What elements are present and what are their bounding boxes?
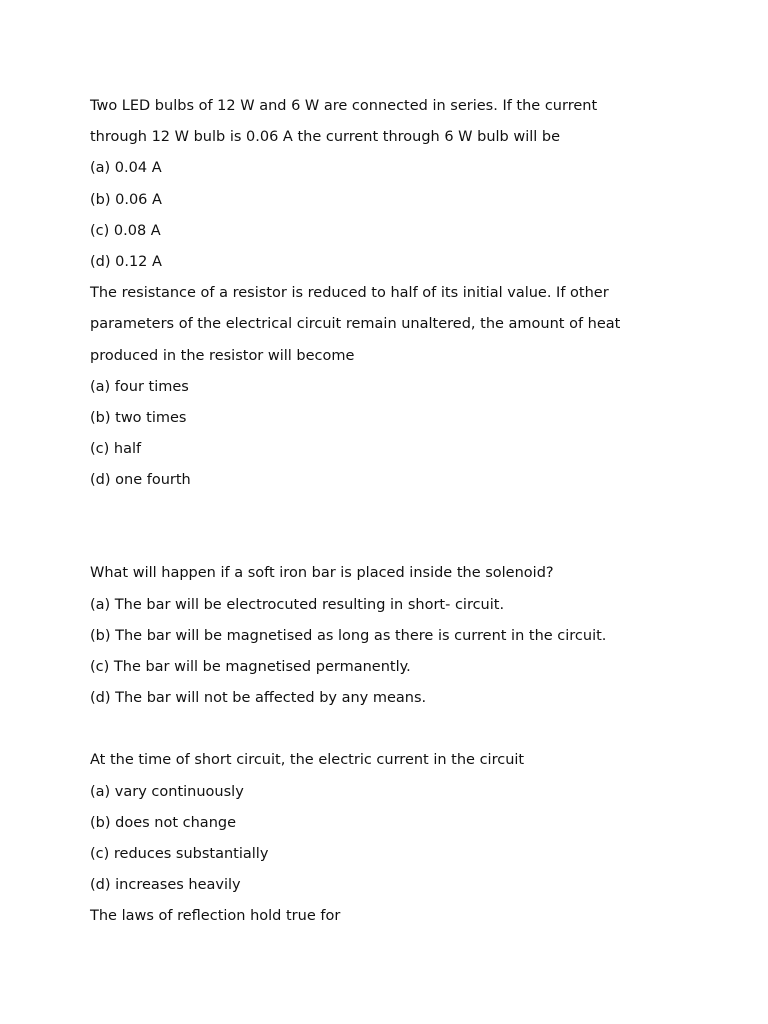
question-1-option-d: (d) 0.12 A	[90, 253, 162, 270]
question-2	[90, 278, 690, 496]
question-1-option-c: (c) 0.08 A	[90, 222, 161, 239]
question-1-stem-line-1: Two LED bulbs of 12 W and 6 W are connected in series. If the current	[90, 98, 598, 114]
document-page	[90, 91, 690, 933]
question-2-stem-line-3: produced in the resistor will become	[90, 347, 355, 364]
question-4-option-c: (c) reduces substantially	[90, 845, 269, 862]
question-4-option-b: (b) does not change	[90, 814, 237, 831]
blank-spacer	[90, 496, 690, 558]
question-4	[90, 745, 690, 901]
question-1-option-a: (a) 0.04 A	[90, 160, 162, 177]
question-5-stem-line-1: The laws of reflection hold true for	[90, 908, 341, 925]
question-3-option-d: (d) The bar will not be affected by any means.	[90, 690, 427, 707]
question-4-stem-line-1: At the time of short circuit, the electric current in the circuit	[90, 752, 525, 769]
question-2-stem-line-1: The resistance of a resistor is reduced to half of its initial value. If other	[90, 285, 609, 302]
question-1-stem-line-2: through 12 W bulb is 0.06 A the current through 6 W bulb will be	[90, 129, 561, 146]
question-3	[90, 558, 690, 714]
question-1-option-b: (b) 0.06 A	[90, 191, 162, 208]
question-3-stem-line-1: What will happen if a soft iron bar is placed inside the solenoid?	[90, 565, 554, 582]
question-3-option-b: (b) The bar will be magnetised as long as there is current in the circuit.	[90, 627, 607, 644]
question-2-stem-line-2: parameters of the electrical circuit remain unaltered, the amount of heat	[90, 316, 621, 333]
question-4-option-a: (a) vary continuously	[90, 783, 244, 800]
question-2-option-b: (b) two times	[90, 409, 187, 426]
blank-spacer	[90, 714, 690, 745]
question-1	[90, 91, 690, 278]
question-3-option-c: (c) The bar will be magnetised permanently.	[90, 659, 411, 675]
question-5	[90, 901, 690, 932]
question-2-option-c: (c) half	[90, 441, 142, 458]
question-4-option-d: (d) increases heavily	[90, 877, 241, 894]
question-2-option-d: (d) one fourth	[90, 472, 191, 489]
question-2-option-a: (a) four times	[90, 378, 189, 395]
question-3-option-a: (a) The bar will be electrocuted resulting in short- circuit.	[90, 596, 505, 613]
